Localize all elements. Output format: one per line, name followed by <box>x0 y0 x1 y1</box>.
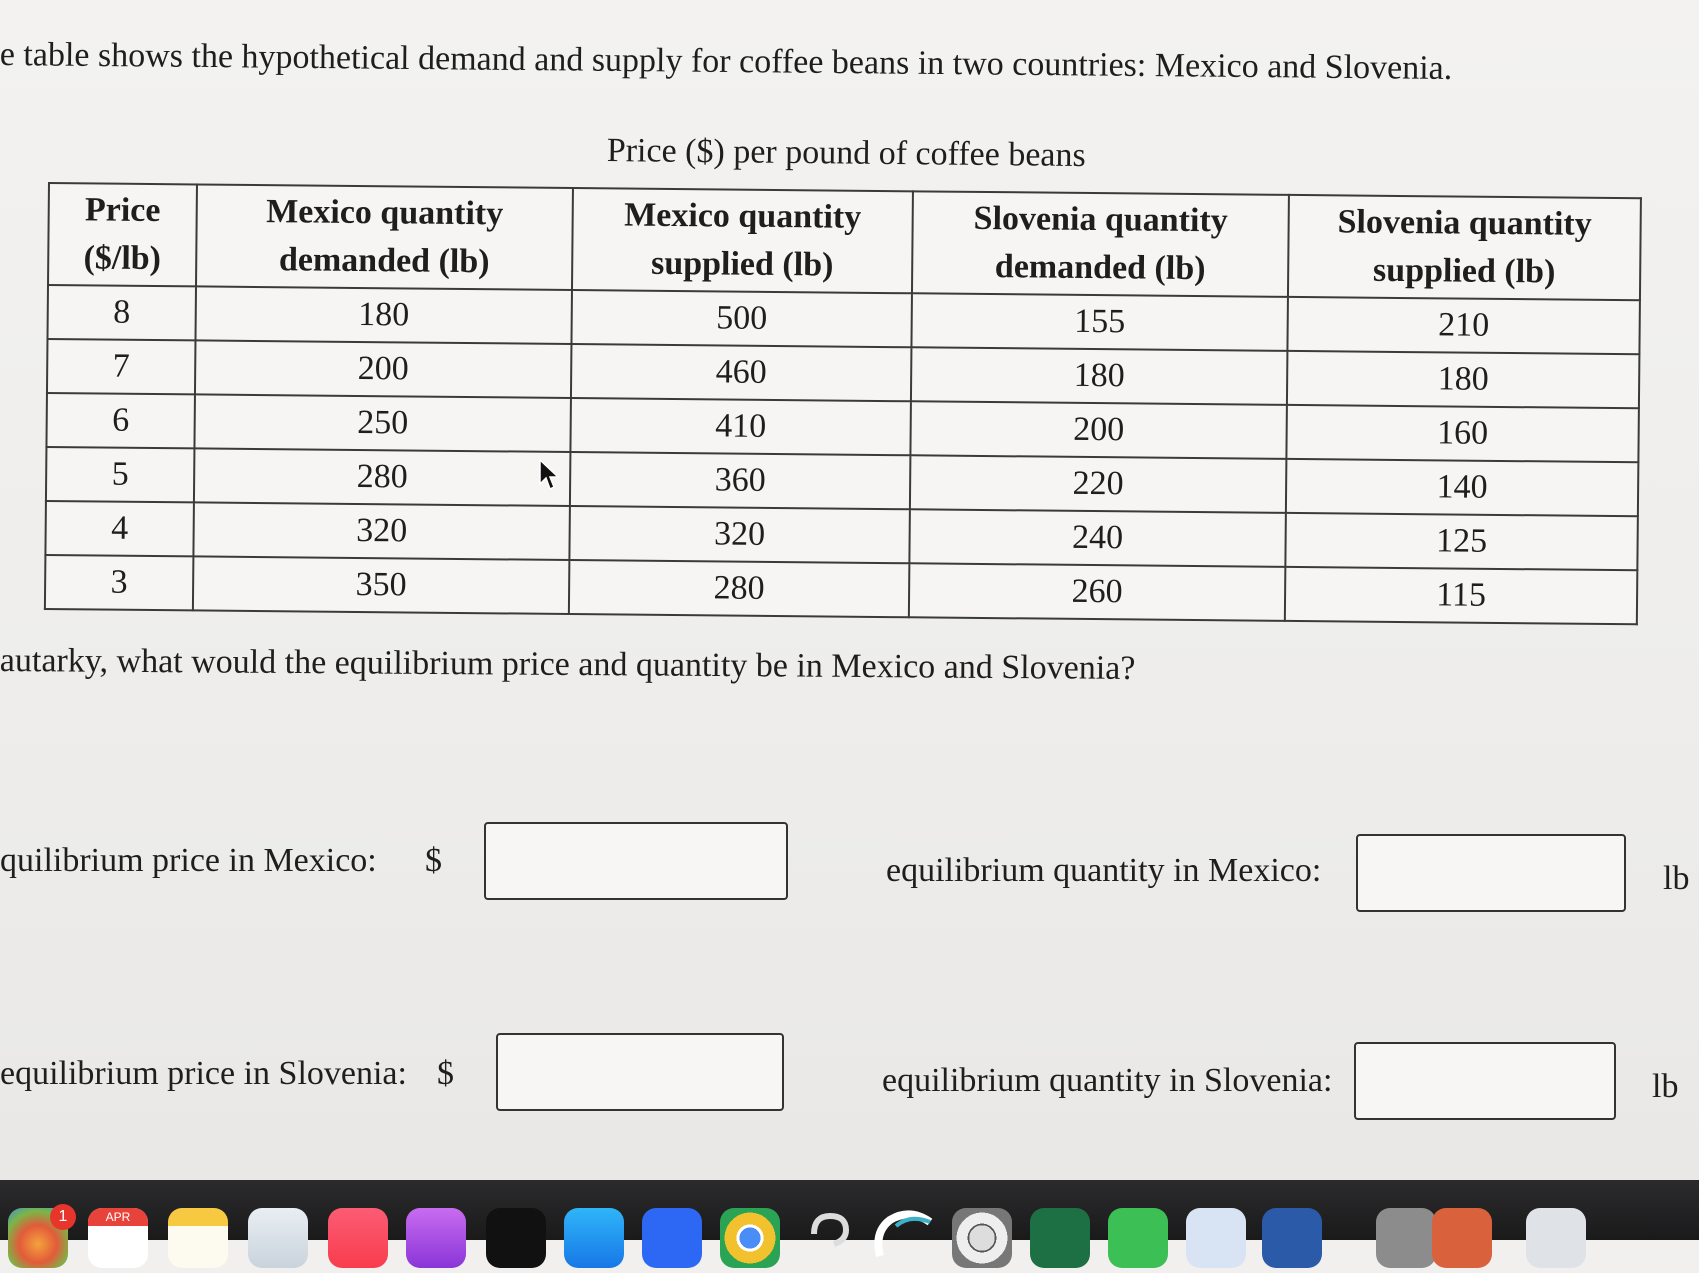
header-slovenia-supplied: Slovenia quantity supplied (lb) <box>1288 195 1641 300</box>
header-price: Price ($/lb) <box>48 183 197 286</box>
slovenia-price-input[interactable] <box>496 1033 784 1111</box>
cell-mexico-supplied: 460 <box>571 344 912 401</box>
cell-mexico-supplied: 360 <box>570 452 911 509</box>
misc-icon-2[interactable] <box>1526 1208 1586 1268</box>
table-header-row <box>48 183 1641 300</box>
cell-slovenia-demanded: 240 <box>909 509 1286 567</box>
keynote-icon[interactable] <box>1186 1208 1246 1268</box>
disk-utility-icon[interactable] <box>952 1208 1012 1268</box>
mexico-price-input[interactable] <box>484 822 788 900</box>
cell-mexico-demanded: 280 <box>194 448 571 506</box>
cell-mexico-supplied: 280 <box>569 560 910 617</box>
calendar-month: APR <box>88 1208 148 1226</box>
cell-slovenia-supplied: 125 <box>1285 513 1638 570</box>
cell-price: 6 <box>46 393 195 448</box>
cell-mexico-demanded: 250 <box>194 394 571 452</box>
cell-price: 4 <box>45 501 194 556</box>
intro-text: e table shows the hypothetical demand and supply for coffee beans in two countries: Mexico and Slovenia. <box>0 36 1453 87</box>
cell-mexico-demanded: 320 <box>193 502 570 560</box>
slovenia-quantity-label: equilibrium quantity in Slovenia: <box>882 1062 1333 1099</box>
cell-slovenia-supplied: 160 <box>1286 405 1639 462</box>
cell-mexico-supplied: 320 <box>569 506 910 563</box>
slovenia-price-label: equilibrium price in Slovenia: <box>0 1055 407 1092</box>
help-icon[interactable] <box>800 1208 860 1268</box>
cell-mexico-demanded: 180 <box>195 286 572 344</box>
word-icon[interactable] <box>1262 1208 1322 1268</box>
calendar-icon[interactable] <box>88 1208 148 1268</box>
dock <box>0 1180 1699 1240</box>
table-caption: Price ($) per pound of coffee beans <box>606 132 1086 175</box>
podcasts-icon[interactable] <box>406 1208 466 1268</box>
mexico-currency-symbol: $ <box>425 842 442 879</box>
finder-icon[interactable] <box>1376 1208 1436 1268</box>
music-icon[interactable] <box>328 1208 388 1268</box>
app-store-icon[interactable] <box>564 1208 624 1268</box>
supply-demand-table <box>44 182 1642 625</box>
cell-slovenia-demanded: 200 <box>910 401 1287 459</box>
supply-demand-table-wrapper <box>44 182 1642 625</box>
slovenia-quantity-input[interactable] <box>1354 1042 1616 1120</box>
cell-mexico-demanded: 200 <box>195 340 572 398</box>
cengage-icon[interactable] <box>870 1208 930 1268</box>
cell-price: 7 <box>47 339 196 394</box>
cell-slovenia-supplied: 180 <box>1287 351 1640 408</box>
notification-badge: 1 <box>50 1204 76 1230</box>
cell-slovenia-demanded: 260 <box>909 563 1286 621</box>
cell-mexico-supplied: 410 <box>570 398 911 455</box>
apple-tv-icon[interactable] <box>486 1208 546 1268</box>
question-prompt: autarky, what would the equilibrium price and quantity be in Mexico and Slovenia? <box>0 642 1136 687</box>
cell-price: 3 <box>45 555 194 610</box>
cell-slovenia-demanded: 180 <box>911 347 1288 405</box>
slovenia-currency-symbol: $ <box>437 1055 454 1092</box>
misc-icon[interactable] <box>1432 1208 1492 1268</box>
header-mexico-demanded: Mexico quantity demanded (lb) <box>196 184 573 290</box>
cell-mexico-demanded: 350 <box>193 556 570 614</box>
cell-slovenia-supplied: 115 <box>1285 567 1638 624</box>
numbers-icon[interactable] <box>1108 1208 1168 1268</box>
cell-slovenia-demanded: 220 <box>910 455 1287 513</box>
cell-price: 8 <box>47 285 196 340</box>
mexico-quantity-label: equilibrium quantity in Mexico: <box>886 852 1322 889</box>
preview-icon[interactable] <box>248 1208 308 1268</box>
cell-slovenia-supplied: 210 <box>1287 297 1640 354</box>
notes-icon[interactable] <box>168 1208 228 1268</box>
header-mexico-supplied: Mexico quantity supplied (lb) <box>572 188 913 293</box>
excel-icon[interactable] <box>1030 1208 1090 1268</box>
cell-slovenia-supplied: 140 <box>1286 459 1639 516</box>
chrome-icon[interactable] <box>720 1208 780 1268</box>
zoom-icon[interactable] <box>642 1208 702 1268</box>
header-slovenia-demanded: Slovenia quantity demanded (lb) <box>912 191 1289 297</box>
cell-slovenia-demanded: 155 <box>911 293 1288 351</box>
cell-mexico-supplied: 500 <box>571 290 912 347</box>
slovenia-quantity-unit: lb <box>1652 1068 1679 1105</box>
mouse-cursor-icon <box>538 458 560 497</box>
mexico-quantity-input[interactable] <box>1356 834 1626 912</box>
cell-price: 5 <box>46 447 195 502</box>
mexico-price-label: quilibrium price in Mexico: <box>0 842 377 879</box>
mexico-quantity-unit: lb <box>1663 860 1690 897</box>
